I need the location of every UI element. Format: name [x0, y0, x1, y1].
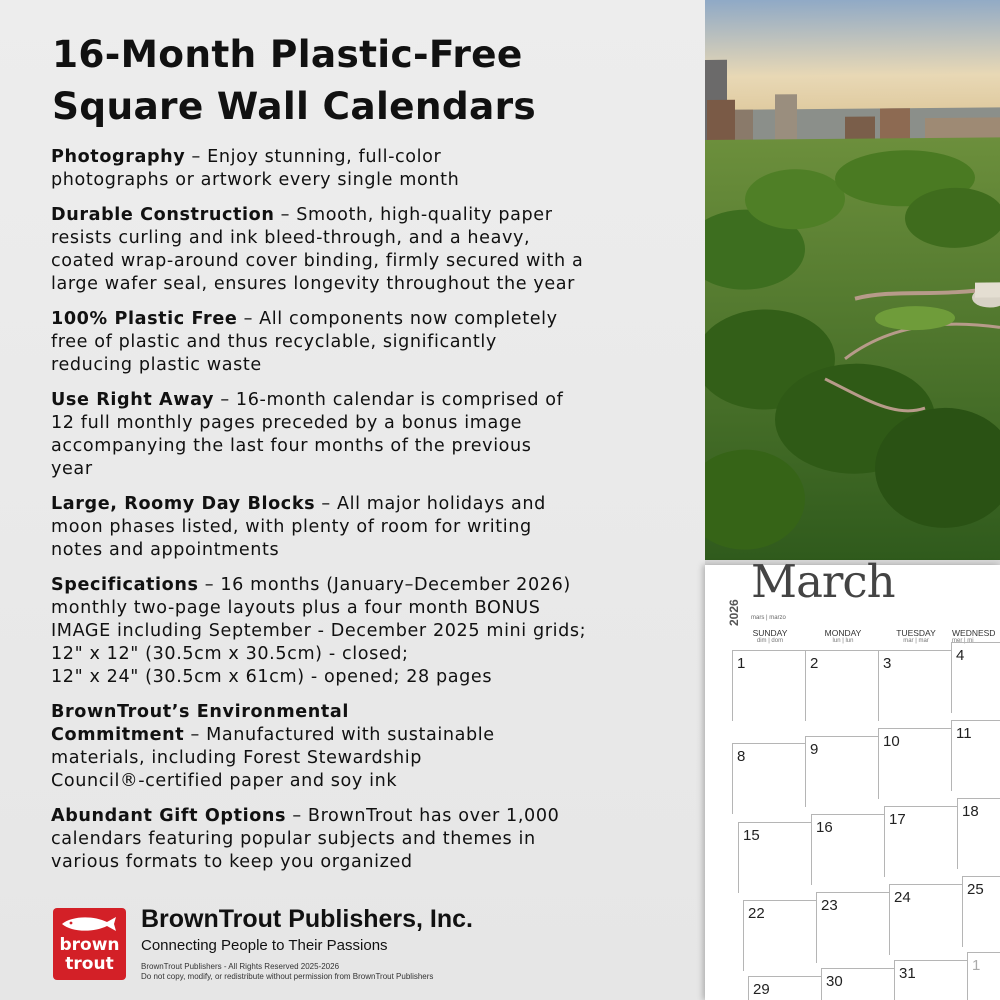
feature-text: coated wrap-around cover binding, firmly secured with a	[51, 251, 584, 271]
feature-heading: Large, Roomy Day Blocks	[51, 494, 316, 514]
day-cell	[805, 736, 879, 807]
day-name: TUESDAY	[896, 628, 936, 638]
day-number: 2	[810, 655, 819, 672]
feature-heading: Abundant Gift Options	[51, 806, 287, 826]
day-number: 16	[816, 819, 833, 836]
feature-heading: Photography	[51, 147, 186, 167]
calendar-year: 2026	[727, 599, 741, 626]
feature-text: Council®-certified paper and soy ink	[51, 771, 398, 791]
feature-heading: 100% Plastic Free	[51, 309, 238, 329]
feature-specifications	[51, 574, 691, 689]
day-number: 9	[810, 741, 819, 758]
calendar-month: March	[751, 555, 895, 608]
publisher-name: BrownTrout Publishers, Inc.	[141, 905, 473, 933]
feature-text: materials, including Forest Stewardship	[51, 748, 423, 768]
feature-text: notes and appointments	[51, 540, 280, 560]
day-cell	[889, 884, 963, 955]
day-cell	[821, 968, 895, 1000]
day-number: 10	[883, 733, 900, 750]
day-number: 25	[967, 881, 984, 898]
day-header-tuesday	[879, 628, 953, 644]
feature-text: photographs or artwork every single month	[51, 170, 460, 190]
feature-text: free of plastic and thus recyclable, significantly	[51, 332, 497, 352]
feature-text: monthly two-page layouts plus a four month BONUS	[51, 598, 541, 618]
feature-text: IMAGE including September - December 2025 mini grids;	[51, 621, 587, 641]
page-title	[52, 28, 692, 132]
feature-text: reducing plastic waste	[51, 355, 262, 375]
feature-text: accompanying the last four months of the previous	[51, 436, 532, 456]
feature-text: resists curling and ink bleed-through, and a heavy,	[51, 228, 531, 248]
day-number: 1	[737, 655, 746, 672]
day-number: 8	[737, 748, 746, 765]
feature-day-blocks	[51, 493, 691, 562]
day-cell	[732, 650, 806, 721]
day-sub: mar | mar	[903, 638, 929, 644]
feature-gift-options	[51, 805, 691, 874]
day-number: 11	[956, 725, 972, 742]
feature-text: year	[51, 459, 93, 479]
day-cell	[811, 814, 885, 885]
feature-text: – BrownTrout has over 1,000	[286, 806, 560, 826]
day-sub: dim | dom	[756, 638, 784, 644]
feature-text: various formats to keep you organized	[51, 852, 413, 872]
day-name: WEDNESD	[952, 628, 996, 638]
day-cell	[894, 960, 968, 1000]
day-header-sunday	[733, 628, 807, 644]
trout-icon	[59, 914, 120, 934]
day-number: 23	[821, 897, 838, 914]
feature-text: – 16 months (January–December 2026)	[198, 575, 571, 595]
feature-heading: Use Right Away	[51, 390, 215, 410]
day-cell	[967, 952, 1000, 1000]
feature-text: 12" x 12" (30.5cm x 30.5cm) - closed;	[51, 644, 409, 664]
day-number: 29	[753, 981, 770, 998]
day-cell	[732, 743, 806, 814]
day-header-monday	[806, 628, 880, 644]
day-number: 31	[899, 965, 916, 982]
publisher-tagline: Connecting People to Their Passions	[141, 937, 388, 954]
day-cell	[878, 728, 952, 799]
feature-text: – All major holidays and	[315, 494, 546, 514]
feature-text: – All components now completely	[237, 309, 558, 329]
day-number: 30	[826, 973, 843, 990]
feature-heading: Durable Construction	[51, 205, 275, 225]
day-number: 24	[894, 889, 911, 906]
day-number: 1	[972, 957, 981, 974]
feature-text: – Enjoy stunning, full-color	[185, 147, 442, 167]
day-number: 22	[748, 905, 765, 922]
day-cell	[743, 900, 817, 971]
feature-text: moon phases listed, with plenty of room for writing	[51, 517, 532, 537]
day-number: 3	[883, 655, 892, 672]
day-number: 18	[962, 803, 979, 820]
feature-text: – 16-month calendar is comprised of	[214, 390, 564, 410]
notice-line: Do not copy, modify, or redistribute without permission from BrownTrout Publishers	[141, 972, 434, 981]
day-sub: mer | mi	[952, 638, 974, 644]
feature-use-right-away	[51, 389, 691, 481]
title-line-2: Square Wall Calendars	[52, 84, 537, 128]
day-cell	[951, 642, 1000, 713]
feature-text: large wafer seal, ensures longevity throughout the year	[51, 274, 576, 294]
day-sub: lun | lun	[832, 638, 854, 644]
logo-word-trout: trout	[65, 954, 114, 974]
day-name: MONDAY	[824, 628, 862, 638]
park-photo-illustration	[705, 0, 1000, 565]
feature-photography	[51, 146, 691, 192]
day-cell	[738, 822, 812, 893]
browntrout-logo	[53, 908, 126, 980]
calendar-month-sub: mars | marzo	[751, 615, 786, 621]
day-cell	[957, 798, 1000, 869]
day-cell	[805, 650, 879, 721]
logo-word-brown: brown	[59, 935, 120, 955]
feature-plastic-free	[51, 308, 691, 377]
feature-list	[51, 146, 691, 886]
feature-heading-2: Commitment	[51, 725, 185, 745]
rights-line: BrownTrout Publishers - All Rights Reserved 2025-2026	[141, 962, 340, 971]
day-cell	[884, 806, 958, 877]
title-line-1: 16-Month Plastic-Free	[52, 32, 523, 76]
day-number: 4	[956, 647, 965, 664]
day-cell	[962, 876, 1000, 947]
day-number: 15	[743, 827, 760, 844]
rights-notice	[141, 962, 433, 982]
day-cell	[878, 650, 952, 721]
feature-environment	[51, 701, 691, 793]
park-photo	[705, 0, 1000, 565]
day-cell	[816, 892, 890, 963]
day-cell	[748, 976, 822, 1000]
feature-text: – Smooth, high-quality paper	[274, 205, 553, 225]
feature-text: 12 full monthly pages preceded by a bonus image	[51, 413, 523, 433]
feature-text: calendars featuring popular subjects and themes in	[51, 829, 536, 849]
feature-text: 12" x 24" (30.5cm x 61cm) - opened; 28 pages	[51, 667, 493, 687]
feature-heading: Specifications	[51, 575, 199, 595]
feature-text: – Manufactured with sustainable	[184, 725, 495, 745]
day-name: SUNDAY	[752, 628, 788, 638]
day-number: 17	[889, 811, 906, 828]
day-cell	[951, 720, 1000, 791]
brand-block	[53, 905, 693, 998]
feature-heading: BrownTrout’s Environmental	[51, 702, 350, 722]
feature-durable	[51, 204, 691, 296]
